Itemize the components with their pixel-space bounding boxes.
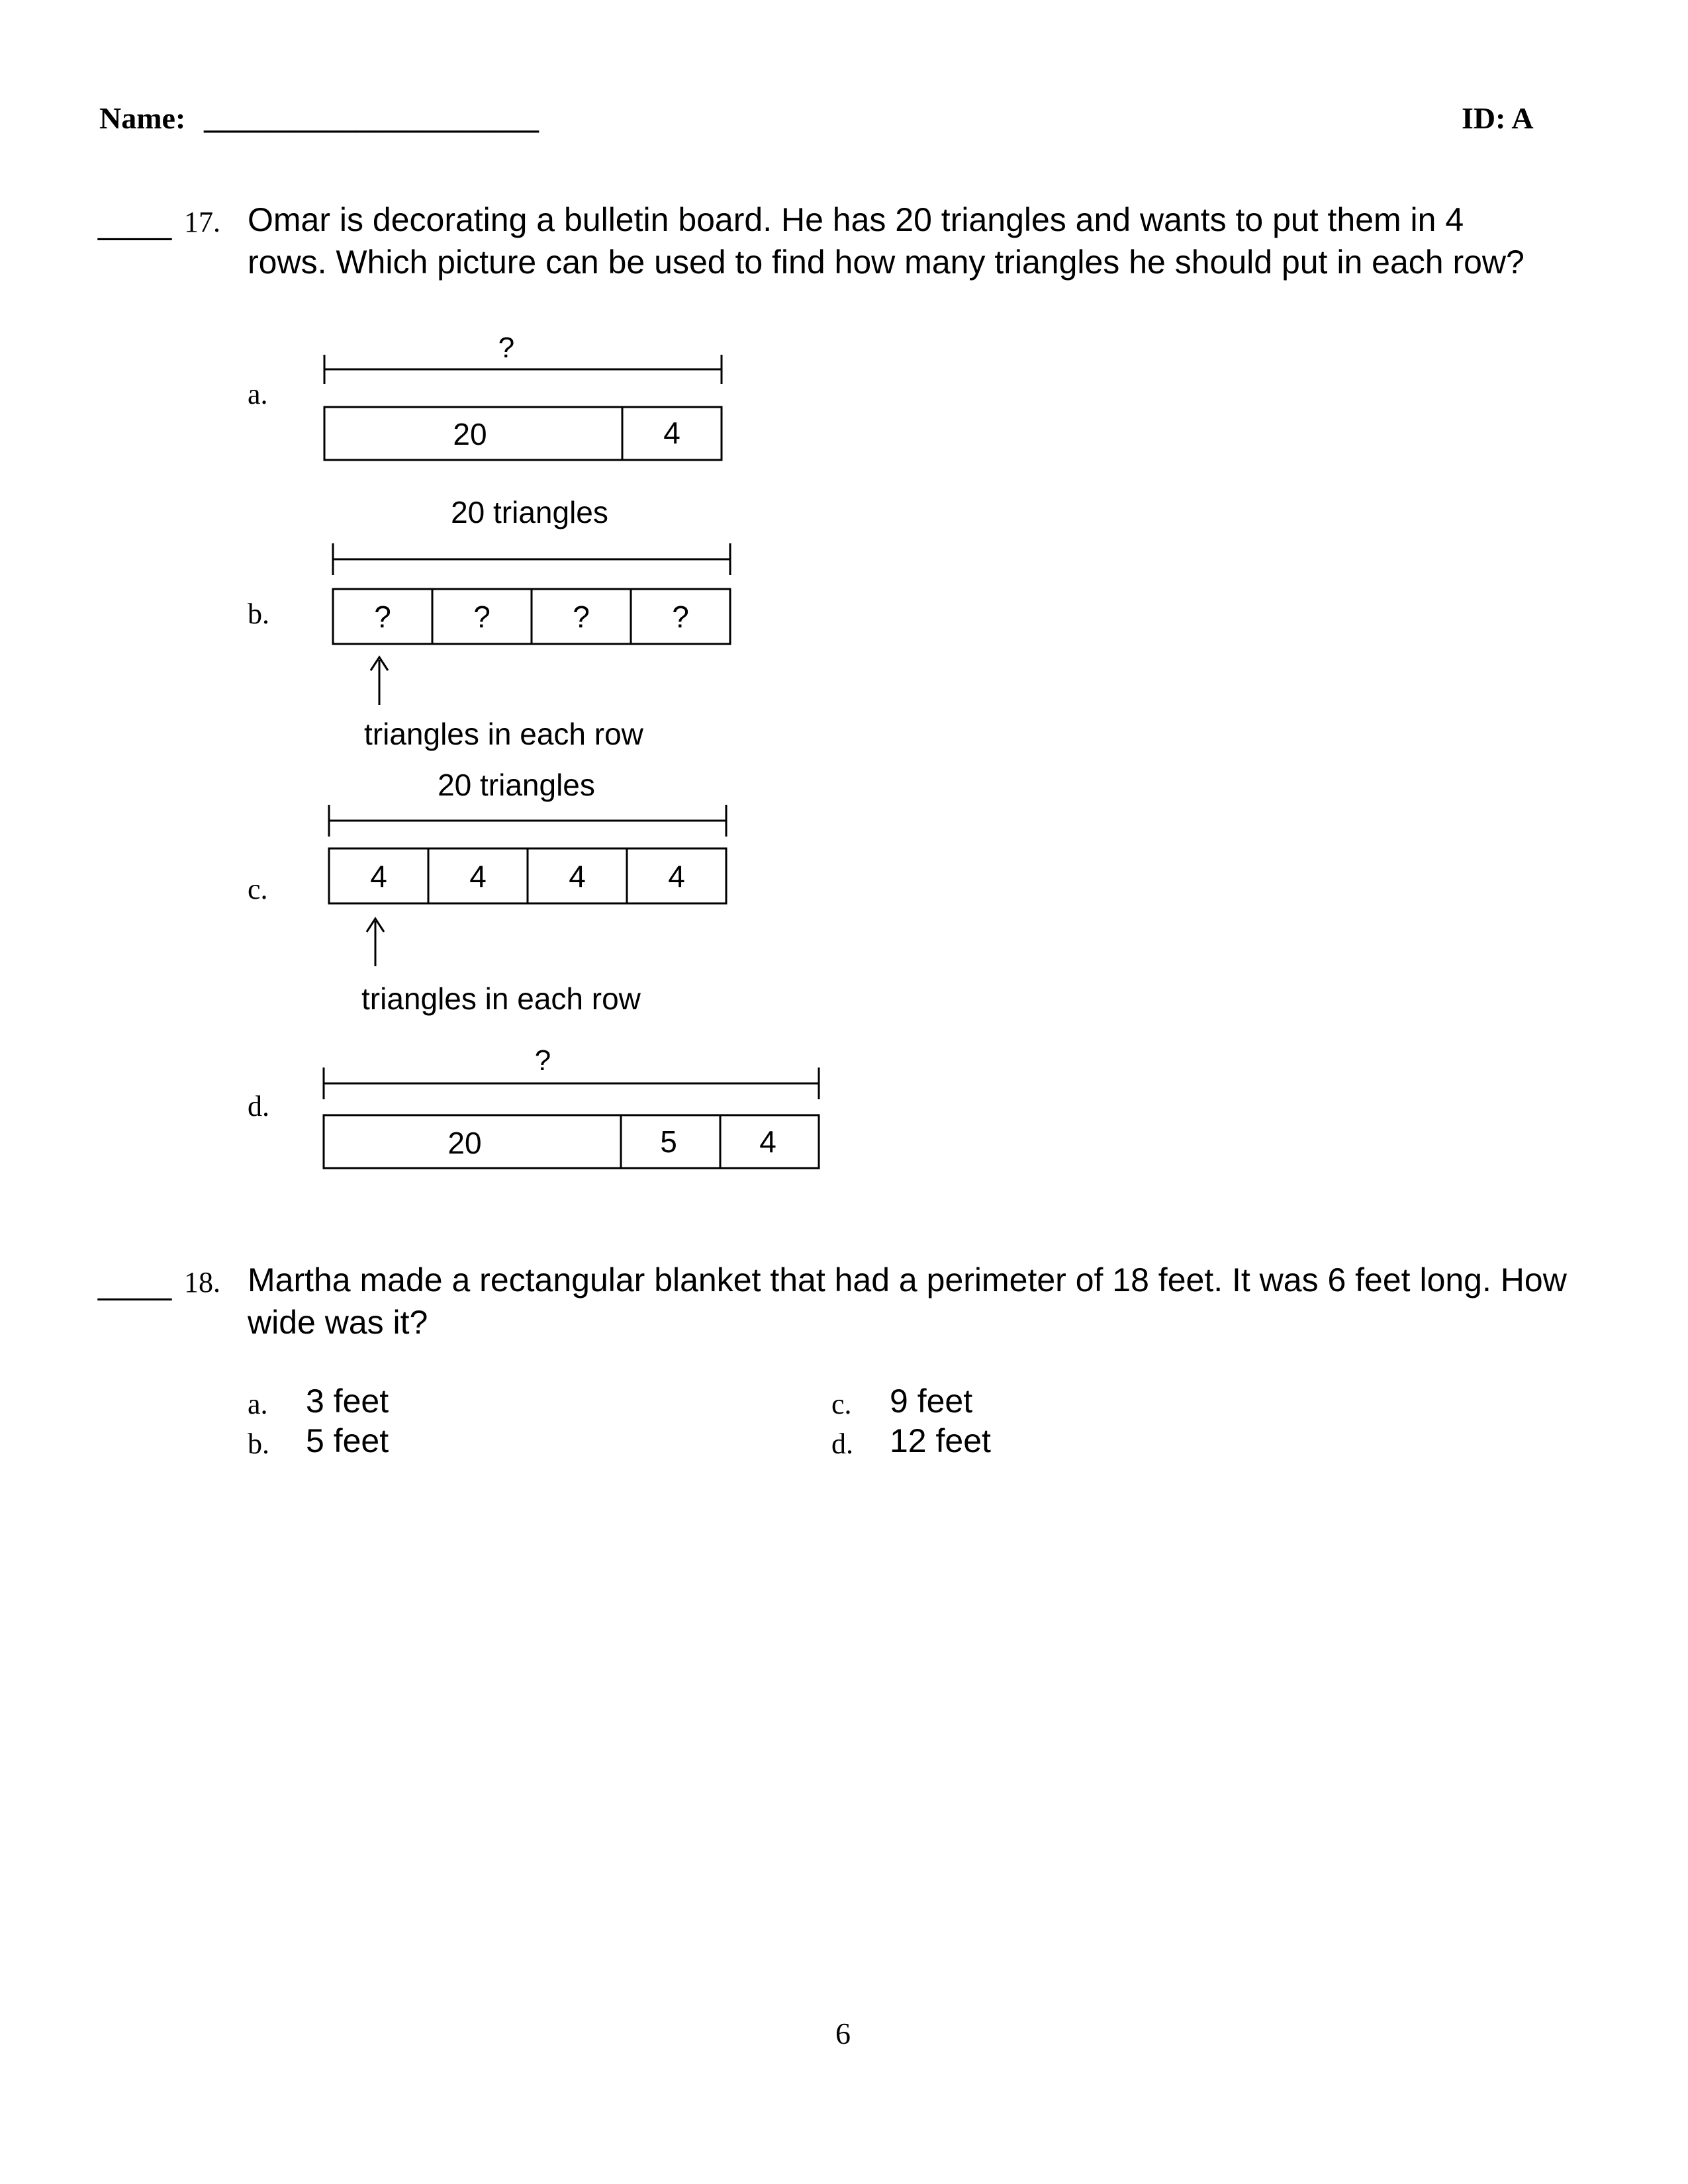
q17-option-c-letter: c. xyxy=(248,873,268,905)
diagram-a-top-label: ? xyxy=(498,332,515,364)
q17-number: 17. xyxy=(184,206,220,238)
diagram-d-top-label: ? xyxy=(534,1044,551,1077)
diagram-b[interactable] xyxy=(324,493,748,758)
q18-option-c-text[interactable]: 9 feet xyxy=(890,1383,973,1420)
q18-option-b-letter: b. xyxy=(248,1428,269,1460)
q18-text-line1: Martha made a rectangular blanket that had a perimeter of 18 feet. It was 6 feet long. How xyxy=(248,1261,1567,1298)
diagram-b-cell-2: ? xyxy=(473,600,491,634)
diagram-c-arrow-label: triangles in each row xyxy=(361,981,641,1016)
q18-option-c-letter: c. xyxy=(831,1388,852,1420)
q18-option-a-text[interactable]: 3 feet xyxy=(306,1383,389,1420)
diagram-c-cell-4: 4 xyxy=(668,859,685,893)
q17-option-b-letter: b. xyxy=(248,598,269,630)
q18-option-b-text[interactable]: 5 feet xyxy=(306,1422,389,1459)
q17-text-line2: rows. Which picture can be used to find how many triangles he should put in each row? xyxy=(248,244,1524,281)
diagram-c-cell-2: 4 xyxy=(469,859,487,893)
diagram-c-cell-3: 4 xyxy=(569,859,586,893)
diagram-b-cell-3: ? xyxy=(573,600,590,634)
q17-option-d-letter: d. xyxy=(248,1090,269,1122)
diagram-c-top-label: 20 triangles xyxy=(438,768,595,802)
q18-option-a-letter: a. xyxy=(248,1388,268,1420)
q18-option-d-text[interactable]: 12 feet xyxy=(890,1422,991,1459)
diagram-d-cell-2: 5 xyxy=(660,1124,677,1159)
diagram-d-bar xyxy=(324,1115,819,1168)
diagram-b-cell-1: ? xyxy=(374,600,391,634)
q17-text-line1: Omar is decorating a bulletin board. He has 20 triangles and wants to put them in 4 xyxy=(248,201,1464,238)
diagram-a[interactable] xyxy=(318,324,728,470)
diagram-a-bar xyxy=(324,407,722,460)
diagram-b-cell-4: ? xyxy=(672,600,689,634)
name-label: Name: xyxy=(99,101,186,135)
q18-option-d-letter: d. xyxy=(831,1428,853,1460)
q18-number: 18. xyxy=(184,1266,220,1298)
page-number: 6 xyxy=(835,2017,851,2050)
diagram-a-cell-1: 20 xyxy=(453,417,487,451)
diagram-b-top-label: 20 triangles xyxy=(451,495,608,529)
q17-answer-blank[interactable]: ____ xyxy=(98,204,172,241)
id-label: ID: A xyxy=(1462,101,1534,135)
diagram-a-cell-2: 4 xyxy=(663,416,680,450)
diagram-c-cell-1: 4 xyxy=(370,859,387,893)
diagram-d-cell-1: 20 xyxy=(447,1126,482,1160)
name-blank[interactable]: ______________________ xyxy=(204,101,539,135)
q17-option-a-letter: a. xyxy=(248,378,268,410)
diagram-c[interactable] xyxy=(320,768,744,1026)
diagram-d-cell-3: 4 xyxy=(759,1124,776,1159)
diagram-d[interactable] xyxy=(318,1036,834,1181)
diagram-b-arrow-label: triangles in each row xyxy=(364,717,643,751)
q18-text-line2: wide was it? xyxy=(248,1304,428,1341)
q18-answer-blank[interactable]: ____ xyxy=(98,1264,172,1301)
